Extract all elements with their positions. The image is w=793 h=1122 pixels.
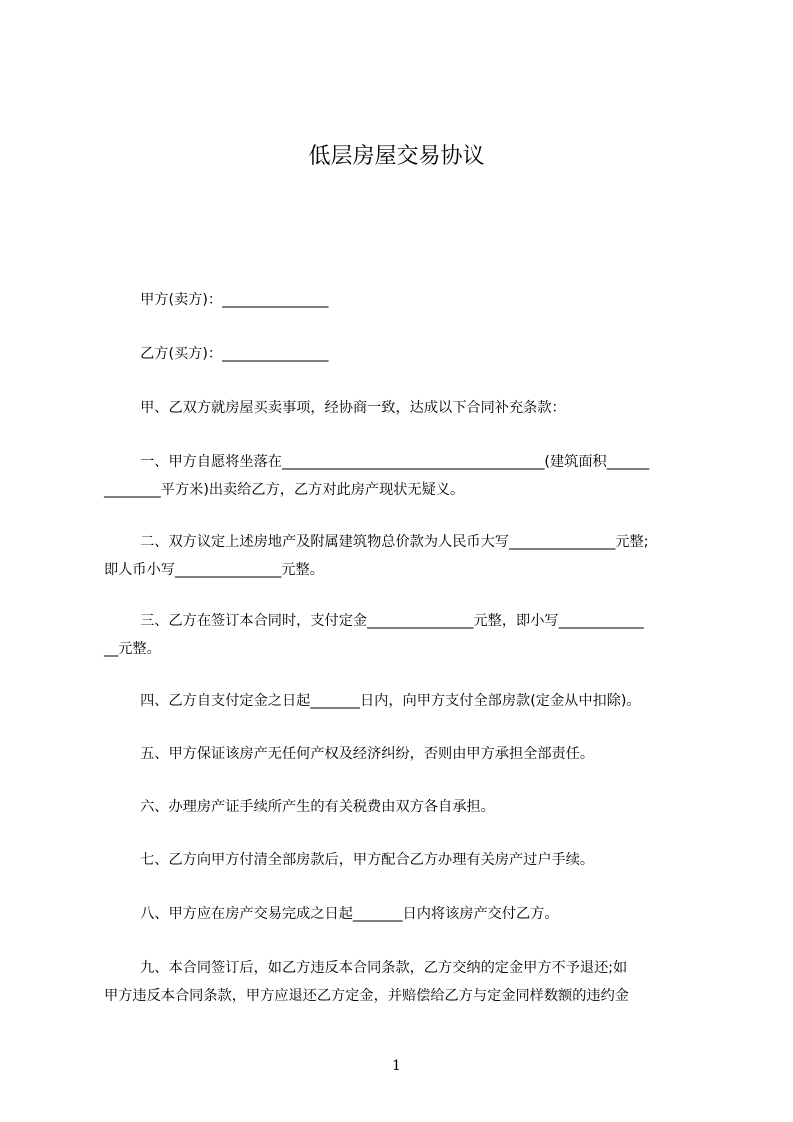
document-title: 低层房屋交易协议 (308, 144, 485, 169)
party-a-line: 甲方(卖方)：_______________ (104, 292, 329, 308)
clause-7-line: 七、乙方向甲方付清全部房款后，甲方配合乙方办理有关房产过户手续。 (104, 852, 595, 868)
clause-5-line: 五、甲方保证该房产无任何产权及经济纠纷，否则由甲方承担全部责任。 (104, 746, 595, 762)
clause-6-line: 六、办理房产证手续所产生的有关税费由双方各自承担。 (104, 799, 495, 815)
clause-9-line-2: 甲方违反本合同条款，甲方应退还乙方定金，并赔偿给乙方与定金同样数额的违约金 (104, 988, 629, 1004)
clause-3-line-1: 三、乙方在签订本合同时，支付定金_______________元整，即小写____________ (104, 613, 644, 629)
clause-2-line-1: 二、双方议定上述房地产及附属建筑物总价款为人民币大写_______________元整; (104, 534, 649, 550)
party-b-line: 乙方(买方)：_______________ (104, 346, 329, 362)
clause-1-line-2: ________平方米)出卖给乙方，乙方对此房产现状无疑义。 (104, 482, 465, 498)
clause-3-line-2: __元整。 (104, 641, 161, 657)
preamble-line: 甲、乙双方就房屋买卖事项，经协商一致，达成以下合同补充条款： (104, 400, 566, 416)
clause-1-line-1: 一、甲方自愿将坐落在_____________________________________(建筑面积______ (104, 454, 650, 470)
clause-8-line: 八、甲方应在房产交易完成之日起_______日内将该房产交付乙方。 (104, 906, 559, 922)
clause-2-line-2: 即人币小写_______________元整。 (104, 562, 324, 578)
page-number: 1 (392, 1058, 401, 1074)
clause-4-line: 四、乙方自支付定金之日起_______日内，向甲方支付全部房款(定金从中扣除)。 (104, 693, 641, 709)
clause-9-line-1: 九、本合同签订后，如乙方违反本合同条款，乙方交纳的定金甲方不予退还;如 (104, 960, 628, 976)
